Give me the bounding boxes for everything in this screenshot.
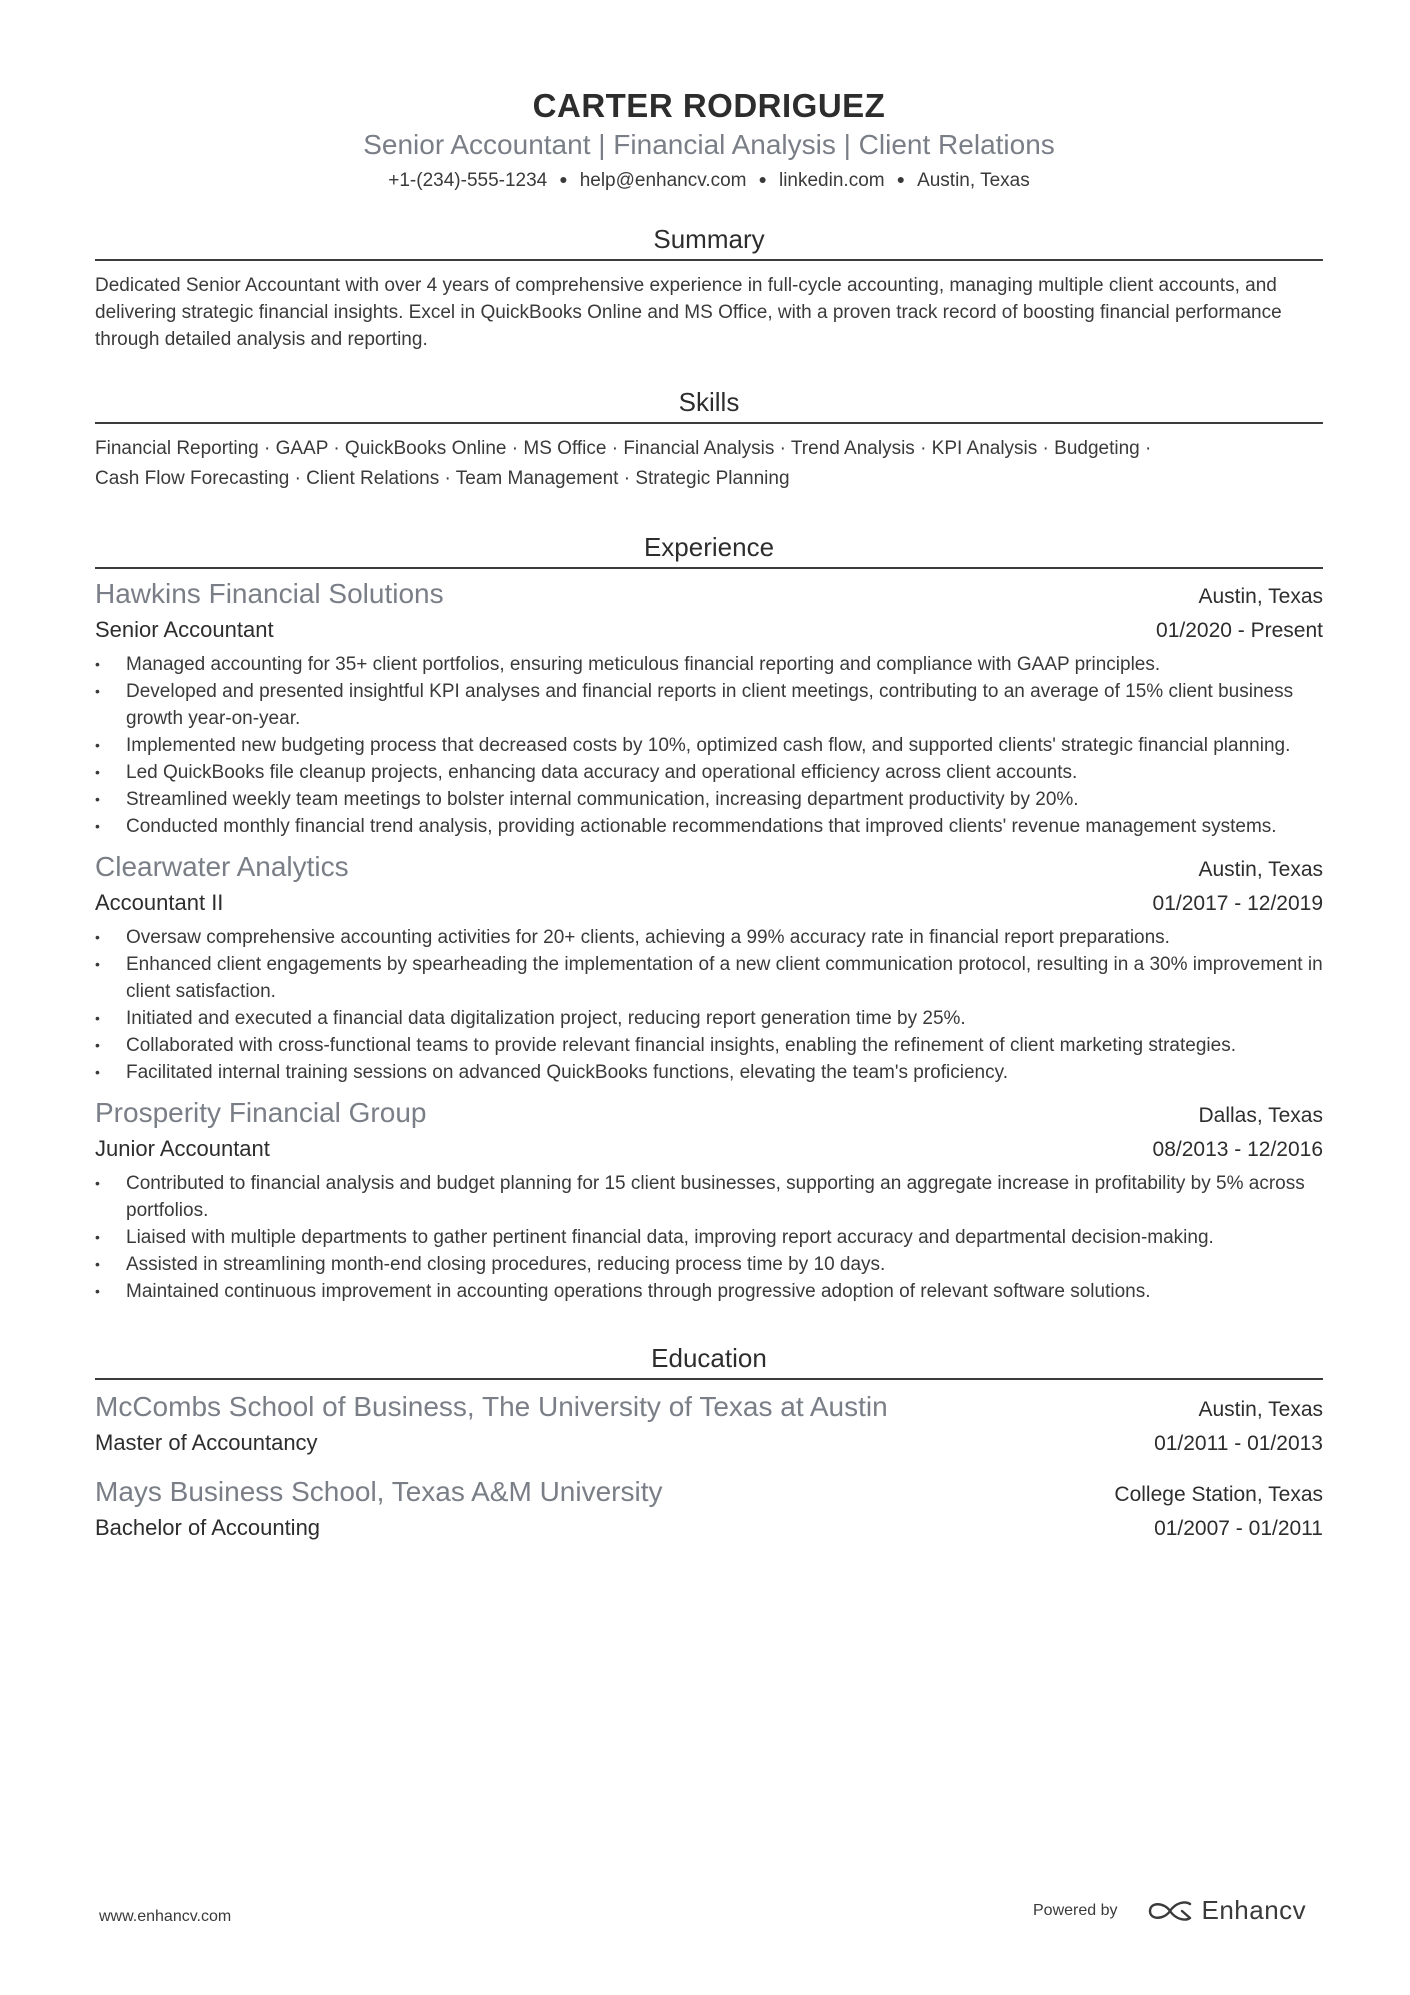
achievement-list: [95, 924, 1323, 1086]
school-location: College Station, Texas: [1114, 1483, 1323, 1506]
job-location: Austin, Texas: [1198, 858, 1323, 881]
skills-line: Cash Flow Forecasting · Client Relations · Team Management · Strategic Planning: [95, 468, 790, 489]
achievement-item: • Led QuickBooks file cleanup projects, enhancing data accuracy and operational efficiency across client accounts.: [126, 759, 1323, 786]
brand-name: Enhancv: [1201, 1895, 1307, 1925]
job-title: Senior Accountant: [95, 617, 274, 642]
achievement-item: • Maintained continuous improvement in accounting operations through progressive adoption of relevant software solutions.: [126, 1278, 1323, 1305]
achievement-item: • Implemented new budgeting process that decreased costs by 10%, optimized cash flow, and supported clients' strategic financial planning.: [126, 732, 1323, 759]
school-name: Mays Business School, Texas A&M University: [95, 1476, 663, 1507]
company-name: Hawkins Financial Solutions: [95, 578, 444, 609]
enhancv-logo-icon: [1146, 1898, 1194, 1924]
job-location: Dallas, Texas: [1198, 1104, 1323, 1127]
resume-page: [95, 0, 1323, 1545]
job-title: Accountant II: [95, 890, 224, 915]
separator-dot: ●: [758, 171, 767, 187]
achievement-item: • Enhanced client engagements by spearheading the implementation of a new client communication protocol, resulting in a 30% improvement in client satisfaction.: [126, 951, 1323, 1005]
experience-entry: [95, 850, 1323, 1086]
section-title-summary: Summary: [95, 222, 1323, 261]
summary-text: Dedicated Senior Accountant with over 4 years of comprehensive experience in full-cycle accounting, managing multiple client accounts, and delivering strategic financial insights. Excel in QuickBooks Online and MS Office, with a proven track record of boosting financial performance through detailed analysis and reporting.: [95, 275, 1282, 350]
contact-email[interactable]: help@enhancv.com: [579, 170, 747, 191]
job-dates: 01/2017 - 12/2019: [1152, 892, 1323, 915]
achievement-item: • Facilitated internal training sessions on advanced QuickBooks functions, elevating the team's proficiency.: [126, 1059, 1323, 1086]
achievement-item: • Liaised with multiple departments to gather pertinent financial data, improving report accuracy and departmental decision-making.: [126, 1224, 1323, 1251]
separator-dot: ●: [559, 171, 568, 187]
degree-name: Bachelor of Accounting: [95, 1515, 321, 1540]
achievement-item: • Oversaw comprehensive accounting activities for 20+ clients, achieving a 99% accuracy rate in financial report preparations.: [126, 924, 1323, 951]
achievement-list: [95, 1170, 1323, 1305]
contact-location: Austin, Texas: [917, 170, 1030, 191]
education-entry: [95, 1390, 1323, 1460]
company-name: Prosperity Financial Group: [95, 1097, 427, 1128]
achievement-item: • Collaborated with cross-functional teams to provide relevant financial insights, enabling the refinement of client marketing strategies.: [126, 1032, 1323, 1059]
contact-line: [95, 165, 1323, 195]
achievement-item: • Assisted in streamlining month-end closing procedures, reducing process time by 10 days.: [126, 1251, 1323, 1278]
education-dates: 01/2007 - 01/2011: [1154, 1517, 1323, 1540]
job-dates: 08/2013 - 12/2016: [1152, 1138, 1323, 1161]
skills-list: [95, 434, 1323, 494]
job-location: Austin, Texas: [1198, 585, 1323, 608]
company-name: Clearwater Analytics: [95, 851, 349, 882]
experience-entry: [95, 1096, 1323, 1305]
school-name: McCombs School of Business, The University of Texas at Austin: [95, 1391, 888, 1422]
achievement-item: • Developed and presented insightful KPI analyses and financial reports in client meetings, contributing to an average of 15% client business growth year-on-year.: [126, 678, 1323, 732]
achievement-item: • Streamlined weekly team meetings to bolster internal communication, increasing department productivity by 20%.: [126, 786, 1323, 813]
experience-entry: [95, 577, 1323, 840]
school-location: Austin, Texas: [1198, 1398, 1323, 1421]
powered-by-label: Powered by: [1033, 1901, 1118, 1919]
job-dates: 01/2020 - Present: [1156, 619, 1323, 642]
candidate-name: CARTER RODRIGUEZ: [532, 87, 886, 124]
achievement-item: • Conducted monthly financial trend analysis, providing actionable recommendations that improved clients' revenue management systems.: [126, 813, 1323, 840]
education-entry: [95, 1475, 1323, 1545]
achievement-item: • Managed accounting for 35+ client portfolios, ensuring meticulous financial reporting and compliance with GAAP principles.: [126, 651, 1323, 678]
contact-phone: +1-(234)-555-1234: [388, 170, 548, 191]
achievement-item: • Initiated and executed a financial data digitalization project, reducing report generation time by 25%.: [126, 1005, 1323, 1032]
separator-dot: ●: [896, 171, 906, 187]
section-title-skills: Skills: [95, 385, 1323, 424]
job-title: Junior Accountant: [95, 1136, 270, 1161]
section-title-education: Education: [95, 1341, 1323, 1380]
skills-line: Financial Reporting · GAAP · QuickBooks Online · MS Office · Financial Analysis · Trend Analysis · KPI Analysis · Budgeting ·: [95, 438, 1152, 459]
candidate-tagline: Senior Accountant | Financial Analysis | Client Relations: [363, 129, 1055, 160]
achievement-item: • Contributed to financial analysis and budget planning for 15 client businesses, supporting an aggregate increase in profitability by 5% across portfolios.: [126, 1170, 1323, 1224]
achievement-list: [95, 651, 1323, 840]
degree-name: Master of Accountancy: [95, 1430, 318, 1455]
education-dates: 01/2011 - 01/2013: [1154, 1432, 1323, 1455]
section-title-experience: Experience: [95, 530, 1323, 569]
contact-linkedin[interactable]: linkedin.com: [778, 170, 885, 191]
footer-website-link[interactable]: www.enhancv.com: [99, 1908, 232, 1925]
brand-logo[interactable]: [1146, 1895, 1307, 1926]
footer-branding: [1033, 1895, 1306, 1926]
